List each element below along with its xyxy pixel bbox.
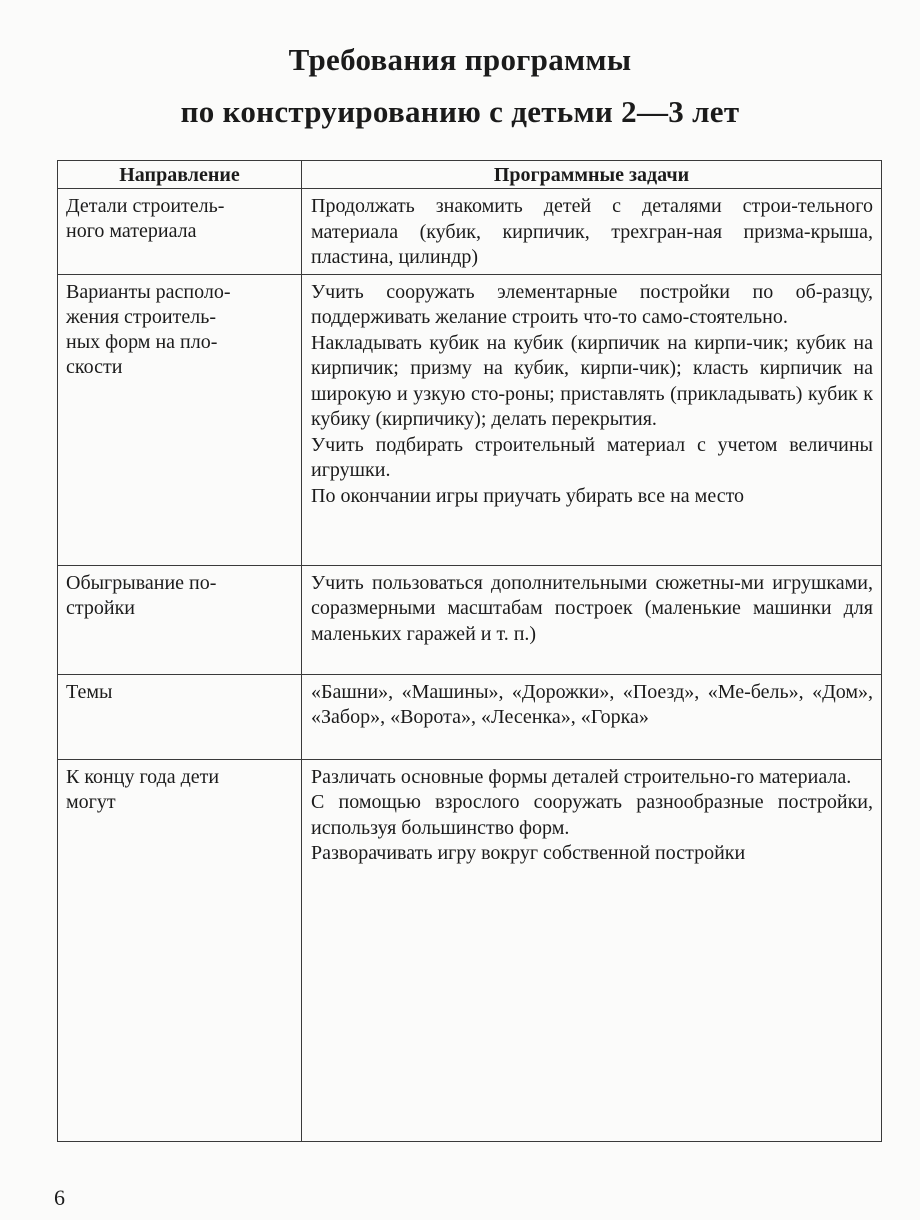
tasks-cell <box>302 674 882 759</box>
task-paragraph: Продолжать знакомить детей с деталями строи-тельного материала (кубик, кирпичик, трехгран-ная призма-крыша, пластина, цилиндр) <box>311 195 873 268</box>
table-row <box>58 565 882 674</box>
task-paragraph: «Башни», «Машины», «Дорожки», «Поезд», «Ме-бель», «Дом», «Забор», «Ворота», «Лесенка», «Горка» <box>311 680 873 728</box>
direction-cell <box>58 274 302 565</box>
task-paragraph: Учить пользоваться дополнительными сюжетны-ми игрушками, соразмерными масштабам построек (маленькие машинки для маленьких гаражей и т. п.) <box>311 571 873 645</box>
task-paragraph: По окончании игры приучать убирать все на место <box>311 484 745 507</box>
direction-line: Обыгрывание по- <box>66 571 217 594</box>
direction-line: могут <box>66 790 116 813</box>
table-header-row <box>58 161 882 189</box>
header-direction: Направление <box>58 161 302 189</box>
table-row <box>58 189 882 275</box>
direction-line: Темы <box>66 680 113 703</box>
task-paragraph: Различать основные формы деталей строительно-го материала. <box>311 765 852 788</box>
task-paragraph: Учить подбирать строительный материал с учетом величины игрушки. <box>311 433 873 481</box>
direction-line: Варианты располо- <box>66 280 231 303</box>
tasks-cell <box>302 759 882 1142</box>
direction-cell <box>58 565 302 674</box>
task-paragraph: Накладывать кубик на кубик (кирпичик на кирпи-чик; кубик на кирпичик; призму на кубик, кирпи-чик); класть кирпичик на широкую и узкую сто-роны; приставлять (прикладывать) кубик к кубику (кирпичику); делать перекрытия. <box>311 331 873 430</box>
direction-cell <box>58 759 302 1142</box>
header-tasks: Программные задачи <box>302 161 882 189</box>
direction-line: жения строитель- <box>66 305 216 328</box>
table-row <box>58 674 882 759</box>
direction-line: скости <box>66 355 123 378</box>
direction-line: К концу года дети <box>66 765 220 788</box>
table-row <box>58 274 882 565</box>
direction-line: Детали строитель- <box>66 195 225 217</box>
page-number: 6 <box>54 1185 65 1210</box>
direction-line: ного материала <box>66 220 197 242</box>
table-row <box>58 759 882 1142</box>
tasks-cell <box>302 189 882 275</box>
page-title-line-1: Требования программы <box>288 42 632 77</box>
tasks-cell <box>302 565 882 674</box>
task-paragraph: Учить сооружать элементарные постройки по об-разцу, поддерживать желание строить что-то само-стоятельно. <box>311 280 873 328</box>
task-paragraph: С помощью взрослого сооружать разнообразные постройки, используя большинство форм. <box>311 791 873 839</box>
direction-cell <box>58 189 302 275</box>
task-paragraph: Разворачивать игру вокруг собственной постройки <box>311 842 746 864</box>
direction-line: стройки <box>66 596 135 619</box>
direction-line: ных форм на пло- <box>66 330 218 353</box>
tasks-cell <box>302 274 882 565</box>
direction-cell <box>58 674 302 759</box>
requirements-table <box>57 160 882 1142</box>
page-title-line-2: по конструированию с детьми 2—3 лет <box>180 94 740 129</box>
